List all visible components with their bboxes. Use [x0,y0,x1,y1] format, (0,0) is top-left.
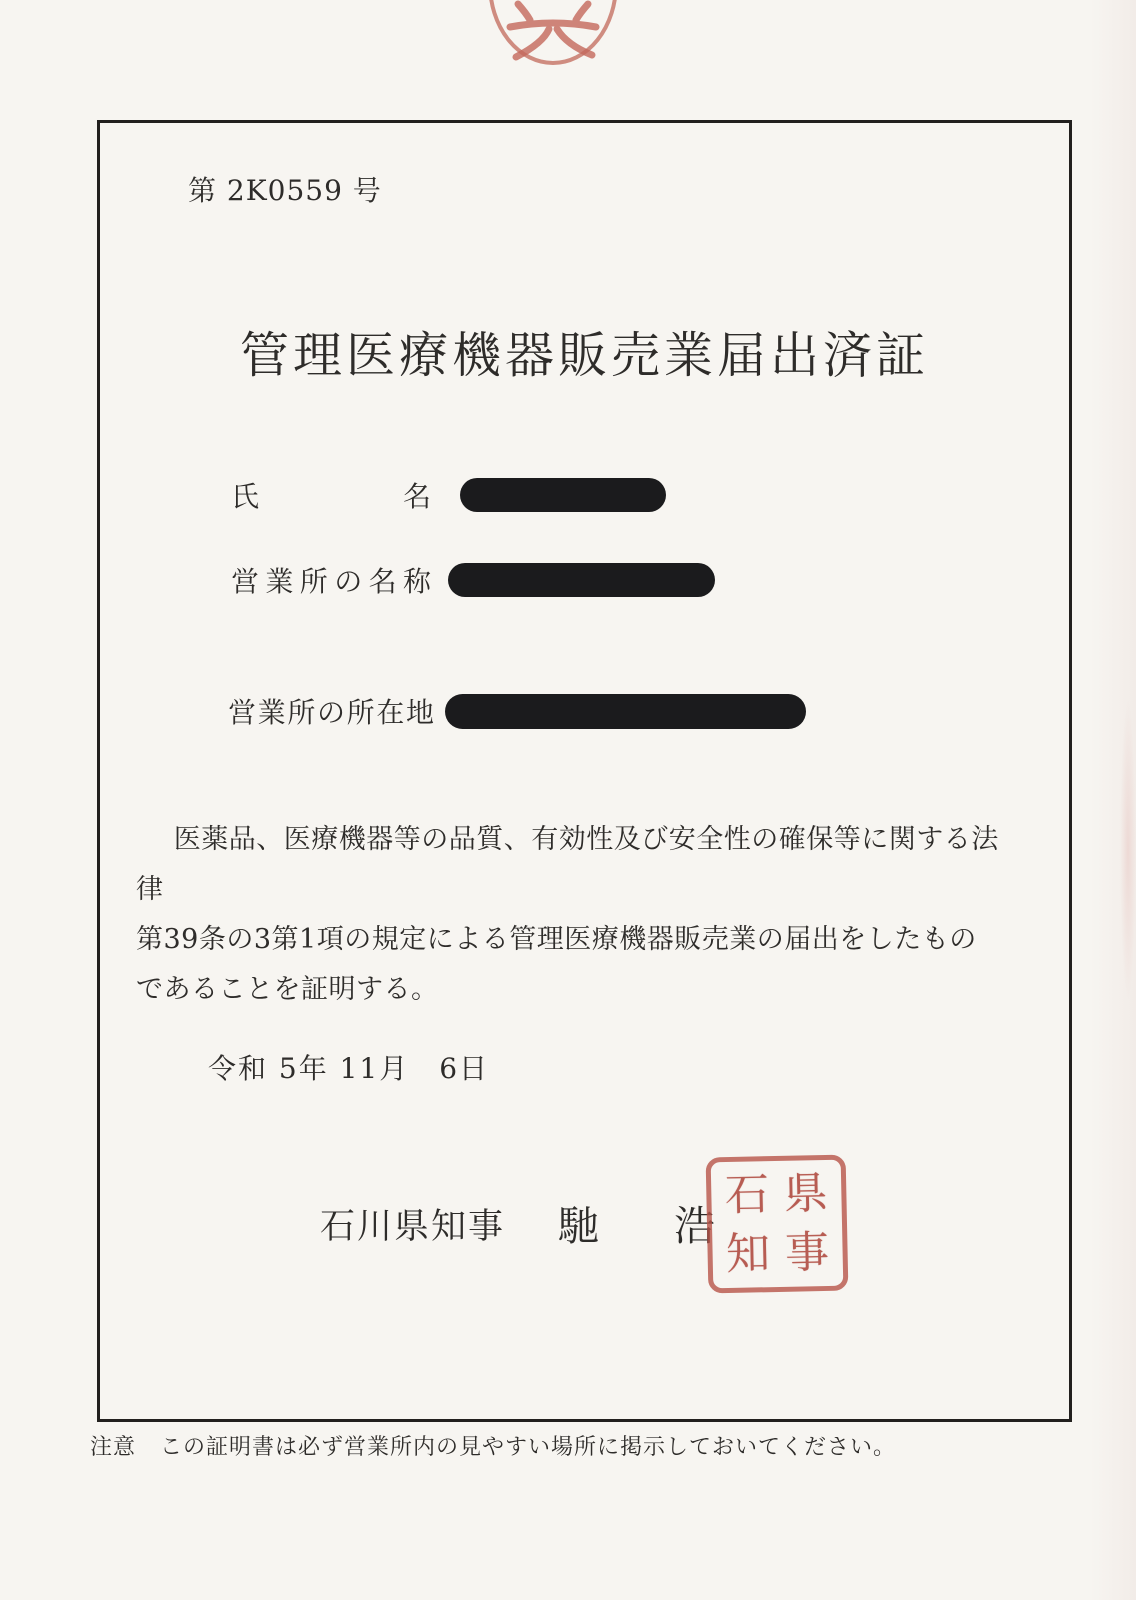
signature-family-name: 馳 [558,1202,599,1250]
seal-char: 県 [783,1167,829,1220]
redacted-name-value [460,478,666,512]
paragraph-line: 医薬品、医療機器等の品質、有効性及び安全性の確保等に関する法律 [136,824,999,905]
footer-note-label: 注意 [90,1435,137,1460]
footer-note-text: この証明書は必ず営業所内の見やすい場所に掲示しておいてください。 [160,1435,897,1460]
field-label-name: 氏名 [231,480,431,513]
certification-paragraph [136,815,1016,1015]
signature-given-name: 浩 [674,1202,715,1250]
signature-office: 石川県知事 [320,1207,506,1247]
field-label-office-name: 営業所の名称 [231,565,431,598]
document-number: 第 2K0559 号 [188,174,382,207]
issue-date: 令和 5年 11月 6日 [208,1052,490,1085]
partial-oval-stamp-icon [458,0,648,66]
certificate-frame [97,120,1072,1422]
redacted-office-address-value [445,694,806,729]
field-label-office-address: 営業所の所在地 [228,696,434,729]
seal-char: 事 [784,1226,830,1279]
seal-char: 知 [725,1227,771,1280]
footer-note [90,1430,896,1461]
redacted-office-name-value [448,563,715,597]
paragraph-line: であることを証明する。 [136,974,439,1005]
seal-char: 石 [724,1168,770,1221]
paragraph-line: 第39条の3第1項の規定による管理医療機器販売業の届出をしたもの [136,924,977,955]
governor-seal-icon [706,1155,849,1294]
certificate-title: 管理医療機器販売業届出済証 [239,327,929,384]
